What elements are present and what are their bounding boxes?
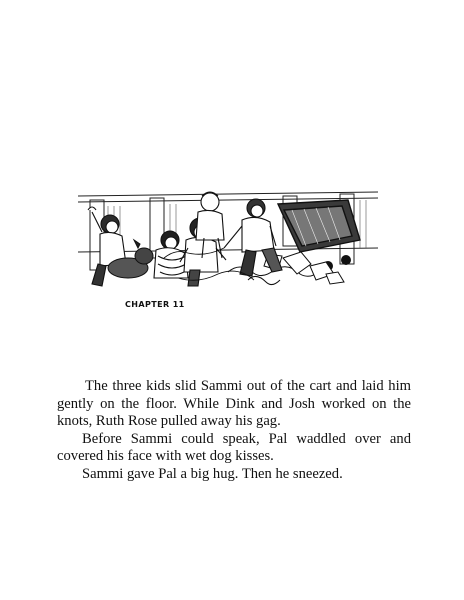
paragraph-3: Sammi gave Pal a big hug. Then he sneezed.: [82, 465, 343, 482]
paragraph-1: The three kids slid Sammi out of the cart and laid him gently on the floor. While Dink and Josh worked on the knots, Ruth Rose pulled away his gag.: [57, 378, 411, 429]
kids-freeing-sammi-illustration-icon: [78, 182, 378, 302]
chapter-label: CHAPTER 11: [125, 300, 185, 309]
chapter-illustration: [78, 182, 378, 309]
story-text: [57, 378, 411, 483]
paragraph-2: Before Sammi could speak, Pal waddled over and covered his face with wet dog kisses.: [57, 430, 411, 464]
